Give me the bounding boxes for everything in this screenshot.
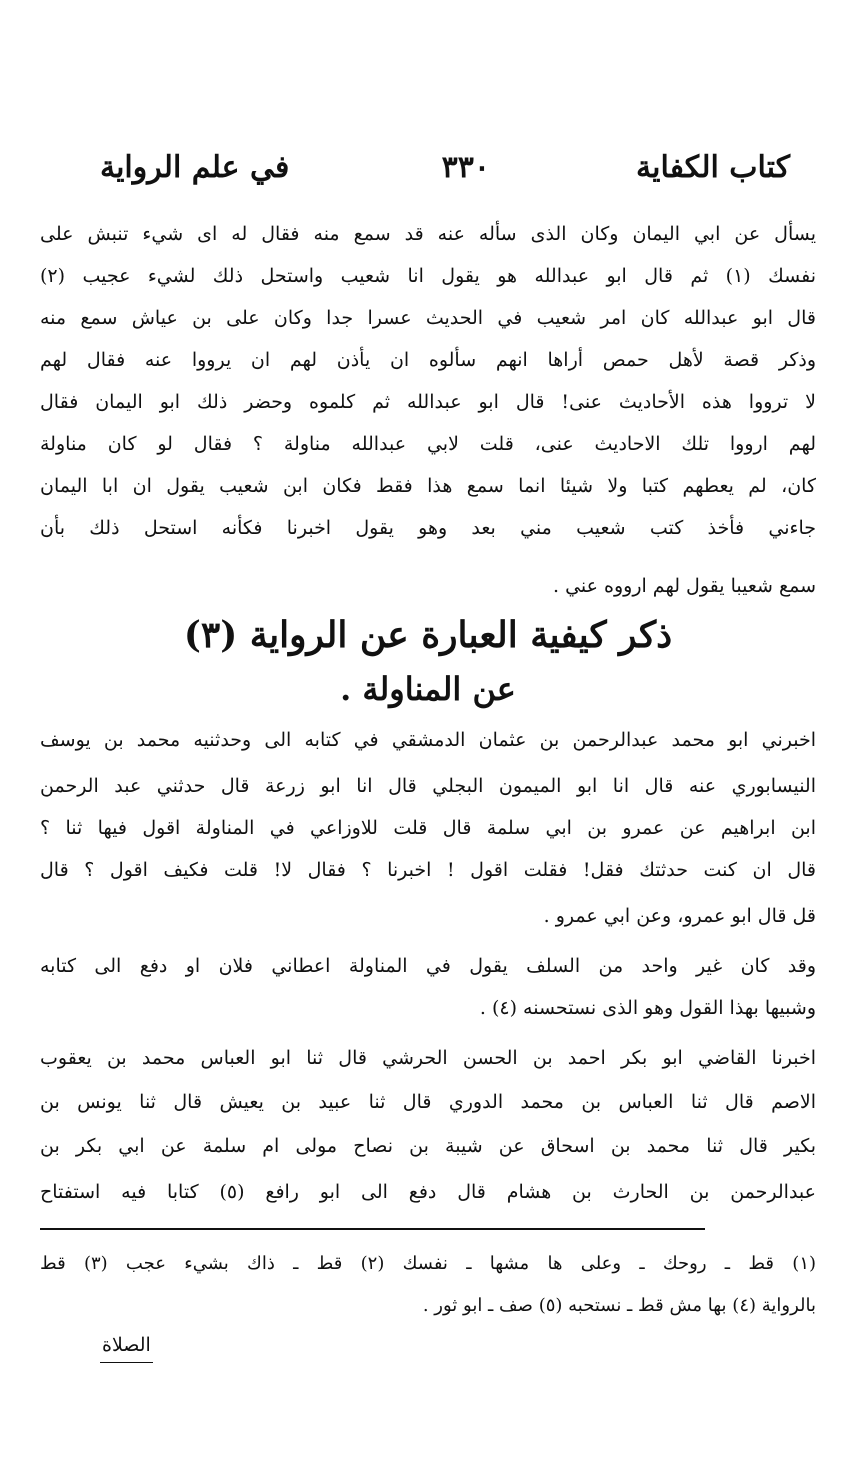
section-heading: ذكر كيفية العبارة عن الرواية (٣) <box>183 614 673 656</box>
footnote-line: (١) قط ـ روحك ـ وعلى ها مشها ـ نفسك (٢) قط ـ ذاك بشيء عجب (٣) قط <box>40 1253 816 1274</box>
footnote-line: بالرواية (٤) بها مش قط ـ نستحبه (٥) صف ـ ابو ثور . <box>422 1295 816 1316</box>
text-line: لهم ارووا تلك الاحاديث عنى، قلت لابي عبدالله مناولة ؟ فقال لو كان مناولة <box>40 433 816 455</box>
text-line: يسأل عن ابي اليمان وكان الذى سأله عنه قد سمع منه فقال له اى شيء تنبش على <box>40 223 816 245</box>
text-line: بكير قال ثنا محمد بن اسحاق عن شيبة بن نصاح مولى ام سلمة عن ابي بكر بن <box>40 1135 816 1157</box>
page-number: ٣٣٠ <box>441 150 490 185</box>
text-line: وقد كان غير واحد من السلف يقول في المناولة اعطاني فلان او دفع الى كتابه <box>40 955 816 977</box>
text-line: قل قال ابو عمرو، وعن ابي عمرو . <box>543 905 816 927</box>
text-line: جاءني فأخذ كتب شعيب مني بعد وهو يقول اخبرنا فكأنه استحل ذلك بأن <box>40 517 816 539</box>
text-line: لا ترووا هذه الأحاديث عنى! قال ابو عبدالله ثم كلموه وحضر ذلك ابو اليمان فقال <box>40 391 816 413</box>
text-line: قال ابو عبدالله كان امر شعيب في الحديث عسرا جدا وكان على بن عياش سمع منه <box>40 307 816 329</box>
text-line: ابن ابراهيم عن عمرو بن ابي سلمة قال قلت للاوزاعي في المناولة اقول فيها ثنا ؟ <box>40 817 816 839</box>
text-line: اخبرني ابو محمد عبدالرحمن بن عثمان الدمشقي في كتابه الى وحدثنيه محمد بن يوسف <box>40 729 816 751</box>
header-subject: في علم الرواية <box>100 150 290 185</box>
text-line: اخبرنا القاضي ابو بكر احمد بن الحسن الحرشي قال ثنا ابو العباس محمد بن يعقوب <box>40 1047 816 1069</box>
footnote-divider <box>40 1228 705 1230</box>
text-line: وذكر قصة لأهل حمص أراها انهم سألوه ان يأذن لهم ان يرووا عنه فقال لهم <box>40 349 816 371</box>
section-heading-continued: عن المناولة . <box>340 670 516 708</box>
catchword: الصلاة <box>100 1328 153 1363</box>
text-line: النيسابوري عنه قال انا ابو الميمون البجلي قال انا ابو زرعة قال حدثني عبد الرحمن <box>40 775 816 797</box>
text-line: كان، لم يعطهم كتبا ولا شيئا انما سمع هذا فقط فكان ابن شعيب يقول ان ابا اليمان <box>40 475 816 497</box>
running-header <box>100 150 790 200</box>
text-line: عبدالرحمن بن الحارث بن هشام قال دفع الى ابو رافع (٥) كتابا فيه استفتاح <box>40 1181 816 1203</box>
text-line: وشبيها بهذا القول وهو الذى نستحسنه (٤) . <box>479 997 816 1019</box>
text-line: قال ان كنت حدثتك فقل! فقلت اقول ! اخبرنا ؟ فقال لا! قلت فكيف اقول ؟ قال <box>40 859 816 881</box>
book-title: كتاب الكفاية <box>636 150 790 185</box>
text-line: سمع شعيبا يقول لهم ارووه عني . <box>552 575 816 597</box>
text-line: نفسك (١) ثم قال ابو عبدالله هو يقول انا شعيب واستحل ذلك لشيء عجيب (٢) <box>40 265 816 287</box>
text-line: الاصم قال ثنا العباس بن محمد الدوري قال ثنا عبيد بن يعيش قال ثنا يونس بن <box>40 1091 816 1113</box>
